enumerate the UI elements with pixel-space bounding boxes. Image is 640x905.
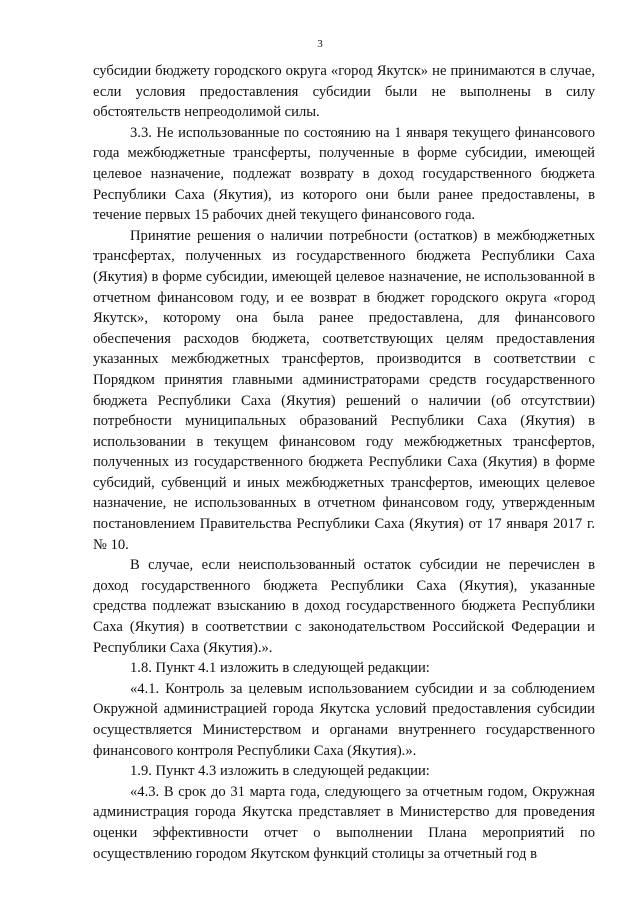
paragraph-item-1-8: 1.8. Пункт 4.1 изложить в следующей редакции: — [130, 660, 430, 677]
paragraph-item-1-9: 1.9. Пункт 4.3 изложить в следующей редакции: — [130, 763, 430, 780]
paragraph-clause-4-3: «4.3. В срок до 31 марта года, следующего за отчетным годом, Окружная администрация города Якутска представляет в Министерство для проведения оценки эффективности отчет о выполнении Плана мероприятий по осуществлению городом Якутском функций столицы за отчетный год в — [93, 783, 595, 862]
paragraph-clause-3-3: 3.3. Не использованные по состоянию на 1 января текущего финансового года межбюджетные трансферты, полученные в форме субсидии, имеющей целевое назначение, подлежат возврату в доход государственного бюджета Республики Саха (Якутия), из которого они были ранее предоставлены, в течение первых 15 рабочих дней текущего финансового года. — [93, 124, 595, 224]
page-number: 3 — [317, 38, 323, 50]
paragraph-clause-4-1: «4.1. Контроль за целевым использованием субсидии и за соблюдением Окружной администрацией города Якутска условий предоставления субсидии осуществляется Министерством и органами внутреннего государственного финансового контроля Республики Саха (Якутия).». — [93, 680, 595, 759]
paragraph-unreturned-balance: В случае, если неиспользованный остаток субсидии не перечислен в доход государственного бюджета Республики Саха (Якутия), указанные средства подлежат взысканию в доход государственного бюджета Республики Саха (Якутия) в соответствии с законодательством Российской Федерации и Республики Саха (Якутия).». — [93, 557, 595, 656]
paragraph-decision-procedure: Принятие решения о наличии потребности (остатков) в межбюджетных трансфертах, полученных из государственного бюджета Республики Саха (Якутия) в форме субсидии, имеющей целевое назначение, не использованной в отчетном финансовом году, и ее возврат в бюджет городского округа «город Якутск», которому она была ранее предоставлена, для финансового обеспечения расходов бюджета, соответствующих целям предоставления указанных межбюджетных трансфертов, производится в соответствии с Порядком принятия главными администраторами средств государственного бюджета Республики Саха (Якутия) решений о наличии (об отсутствии) потребности муниципальных образований Республики Саха (Якутия) в использовании в текущем финансовом году межбюджетных трансфертов, полученных из государственного бюджета Республики Саха (Якутия) в форме субсидий, субвенций и иных межбюджетных трансфертов, имеющих целевое назначение, не использованных в отчетном финансовом году, утвержденным постановлением Правительства Республики Саха (Якутия) от 17 января 2017 г. № 10. — [93, 227, 595, 553]
document-body — [93, 61, 595, 864]
paragraph-continuation: субсидии бюджету городского округа «город Якутск» не принимаются в случае, если условия предоставления субсидии были не выполнены в силу обстоятельств непреодолимой силы. — [93, 63, 595, 121]
